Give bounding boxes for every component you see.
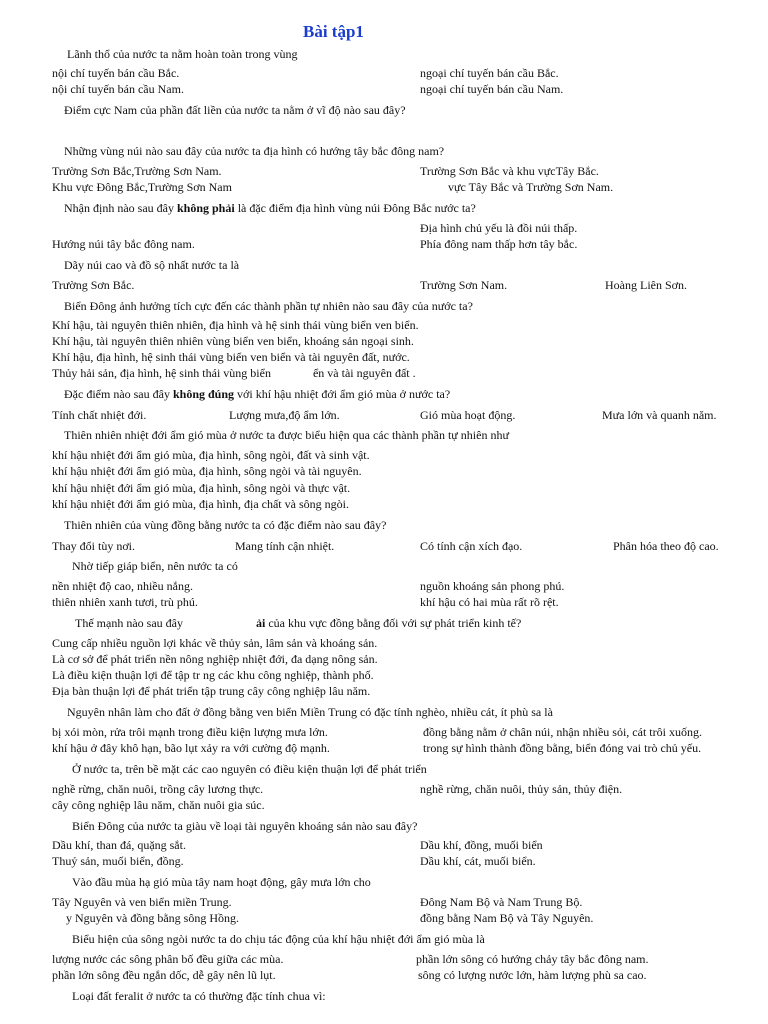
option: nội chí tuyến bán cầu Nam. [52, 82, 184, 96]
option: đồng bằng Nam Bộ và Tây Nguyên. [420, 911, 594, 925]
option: Thuỷ sản, muối biển, đồng. [52, 854, 184, 868]
option: Trường Sơn Bắc. [52, 278, 135, 292]
option: Khí hậu, tài nguyên thiên nhiên vùng biển ven biển, khoáng sản ngoại sinh. [52, 334, 414, 348]
option: phần lớn sông đều ngắn dốc, dễ gây nên lũ lụt. [52, 968, 276, 982]
question-9: Thiên nhiên của vùng đồng bằng nước ta có đặc điểm nào sau đây? [64, 518, 387, 532]
option: khí hậu nhiệt đới ẩm gió mùa, địa hình, sông ngòi, đất và sinh vật. [52, 448, 370, 462]
option: Thay đổi tùy nơi. [52, 539, 136, 553]
option: khí hậu nhiệt đới ẩm gió mùa, địa hình, sông ngòi và tài nguyên. [52, 464, 362, 478]
option: Hoàng Liên Sơn. [605, 278, 688, 292]
option: Khí hậu, tài nguyên thiên nhiên, địa hình và hệ sinh thái vùng biển ven biển. [52, 318, 419, 332]
option: Dầu khí, cát, muối biển. [420, 854, 536, 868]
question-11: Thế mạnh nào sau đây [75, 616, 183, 630]
option: Trường Sơn Bắc,Trường Sơn Nam. [52, 164, 222, 178]
question-1: Lãnh thổ của nước ta nằm hoàn toàn trong vùng [67, 47, 298, 61]
option: Thủy hải sản, địa hình, hệ sinh thái vùng biển ển và tài nguyên đất . [52, 366, 416, 380]
question-10: Nhờ tiếp giáp biển, nên nước ta có [72, 559, 238, 573]
question-12: Nguyên nhân làm cho đất ở đồng bằng ven biển Miền Trung có đặc tính nghèo, nhiều cát, ít phù sa là [67, 705, 553, 719]
question-13: Ở nước ta, trên bề mặt các cao nguyên có điều kiện thuận lợi để phát triển [72, 762, 427, 776]
option: khí hậu nhiệt đới ẩm gió mùa, địa hình, sông ngòi và thực vật. [52, 481, 351, 495]
option: Địa hình chủ yếu là đồi núi thấp. [420, 221, 578, 235]
question-16: Biểu hiện của sông ngòi nước ta do chịu tác động của khí hậu nhiệt đới ẩm gió mùa là [72, 932, 485, 946]
option: nghề rừng, chăn nuôi, thủy sản, thủy điện. [420, 782, 623, 796]
option: y Nguyên và đồng bằng sông Hồng. [66, 911, 239, 925]
option: khí hậu ở đây khô hạn, bão lụt xảy ra với cường độ mạnh. [52, 741, 330, 755]
option: thiên nhiên xanh tươi, trù phú. [52, 595, 198, 609]
question-7: Đặc điểm nào sau đây không đúng với khí hậu nhiệt đới ẩm gió mùa ở nước ta? [64, 387, 451, 401]
option: đồng bằng nằm ở chân núi, nhận nhiều sỏi, cát trôi xuống. [423, 725, 702, 739]
option: nguồn khoáng sản phong phú. [420, 579, 565, 593]
option: vực Tây Bắc và Trường Sơn Nam. [448, 180, 614, 194]
option: nghề rừng, chăn nuôi, trồng cây lương thực. [52, 782, 264, 796]
option: Lượng mưa,độ ẩm lớn. [229, 408, 340, 422]
question-4: Nhận định nào sau đây không phải là đặc điểm địa hình vùng núi Đông Bắc nước ta? [64, 201, 476, 215]
option: nền nhiệt độ cao, nhiều nắng. [52, 579, 193, 593]
option: Địa bàn thuận lợi để phát triển tập trung cây công nghiệp lâu năm. [52, 684, 371, 698]
option: Phân hóa theo độ cao. [613, 539, 719, 553]
option: Là cơ sở để phát triển nền nông nghiệp nhiệt đới, đa dạng nông sản. [52, 652, 378, 666]
option: khí hậu có hai mùa rất rõ rệt. [420, 595, 559, 609]
option: Khu vực Đông Bắc,Trường Sơn Nam [52, 180, 232, 194]
option: Có tính cận xích đạo. [420, 539, 523, 553]
option: Hướng núi tây bắc đông nam. [52, 237, 195, 251]
question-17: Loại đất feralit ở nước ta có thường đặc tính chua vì: [72, 989, 326, 1003]
option: phần lớn sông có hướng chảy tây bắc đông nam. [416, 952, 649, 966]
option: ngoại chí tuyến bán cầu Bắc. [420, 66, 559, 80]
question-5: Dãy núi cao và đồ sộ nhất nước ta là [64, 258, 240, 272]
option: Trường Sơn Bắc và khu vựcTây Bắc. [420, 164, 599, 178]
option: Phía đông nam thấp hơn tây bắc. [420, 237, 578, 251]
question-2: Điểm cực Nam của phần đất liền của nước ta nằm ở vĩ độ nào sau đây? [64, 103, 406, 117]
question-14: Biển Đông của nước ta giàu về loại tài nguyên khoáng sản nào sau đây? [72, 819, 418, 833]
question-3: Những vùng núi nào sau đây của nước ta địa hình có hướng tây bắc đông nam? [64, 144, 445, 158]
option: lượng nước các sông phân bố đều giữa các mùa. [52, 952, 284, 966]
option: ngoại chí tuyến bán cầu Nam. [420, 82, 564, 96]
option: bị xói mòn, rửa trôi mạnh trong điều kiện lượng mưa lớn. [52, 725, 328, 739]
option: Dầu khí, đồng, muối biển [420, 838, 543, 852]
option: Mưa lớn và quanh năm. [602, 408, 717, 422]
question-6: Biển Đông ảnh hưởng tích cực đến các thành phần tự nhiên nào sau đây của nước ta? [64, 299, 473, 313]
option: Tây Nguyên và ven biển miền Trung. [52, 895, 232, 909]
question-8: Thiên nhiên nhiệt đới ẩm gió mùa ở nước ta được biểu hiện qua các thành phần tự nhiên như [64, 428, 509, 442]
option: Là điều kiện thuận lợi để tập tr ng các khu công nghiệp, thành phố. [52, 668, 374, 682]
question-15: Vào đầu mùa hạ gió mùa tây nam hoạt động, gây mưa lớn cho [72, 875, 371, 889]
option: trong sự hình thành đồng bằng, biển đóng vai trò chủ yếu. [423, 741, 702, 755]
option: Cung cấp nhiều nguồn lợi khác về thủy sản, lâm sản và khoáng sản. [52, 636, 378, 650]
question-11: ải của khu vực đồng bằng đối với sự phát triển kinh tế? [256, 616, 522, 630]
option: Gió mùa hoạt động. [420, 408, 516, 422]
option: Đông Nam Bộ và Nam Trung Bộ. [420, 895, 583, 909]
option: Dầu khí, than đá, quặng sắt. [52, 838, 186, 852]
option: Trường Sơn Nam. [420, 278, 508, 292]
option: Mang tính cận nhiệt. [235, 539, 335, 553]
option: sông có lượng nước lớn, hàm lượng phù sa cao. [418, 968, 647, 982]
option: Tính chất nhiệt đới. [52, 408, 147, 422]
option: Khí hậu, địa hình, hệ sinh thái vùng biển ven biển và tài nguyên đất, nước. [52, 350, 410, 364]
option: khí hậu nhiệt đới ẩm gió mùa, địa hình, địa chất và sông ngòi. [52, 497, 349, 511]
page-title: Bài tập1 [303, 22, 364, 41]
option: nội chí tuyến bán cầu Bắc. [52, 66, 180, 80]
option: cây công nghiệp lâu năm, chăn nuôi gia súc. [52, 798, 265, 812]
